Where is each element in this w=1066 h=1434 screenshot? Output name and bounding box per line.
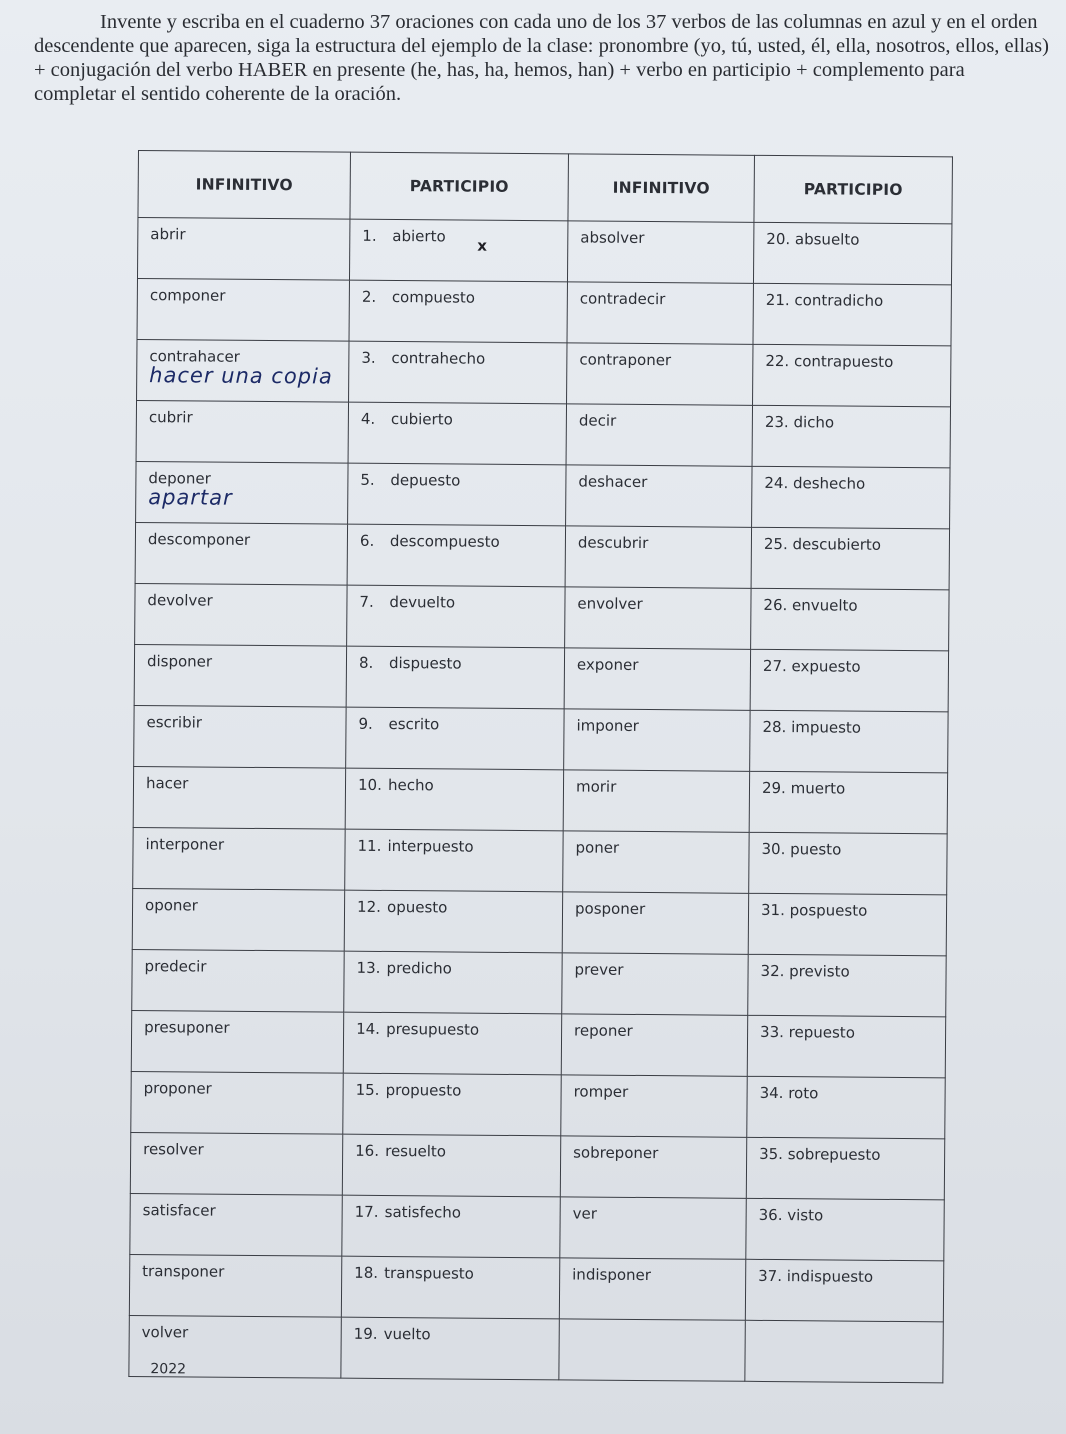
infinitive-cell: [564, 709, 750, 771]
participle-text: predicho: [386, 958, 452, 978]
participle-number: 18.: [354, 1263, 379, 1282]
participle-entry: [357, 830, 550, 857]
infinitive-cell: [567, 343, 753, 405]
participle-text: contrahecho: [391, 348, 486, 368]
infinitive-text: disponer: [146, 652, 213, 671]
infinitive-cell: [562, 953, 748, 1015]
participle-cell: [753, 283, 951, 346]
infinitive-text: escribir: [146, 713, 203, 732]
infinitive-cell: [135, 583, 347, 646]
participle-text: dispuesto: [388, 653, 462, 673]
participle-text: descompuesto: [389, 531, 500, 551]
participle-number: 3.: [361, 348, 376, 367]
participle-entry: [355, 1135, 548, 1162]
participle-entry: [361, 342, 554, 369]
participle-cell: [751, 527, 949, 590]
table-row: [137, 218, 951, 285]
participle-cell: [349, 219, 567, 282]
table-row: [135, 583, 949, 650]
table-row: [131, 1010, 945, 1077]
participle-cell: [748, 893, 946, 956]
infinitive-cell: [567, 221, 753, 283]
infinitive-cell: [563, 831, 749, 893]
infinitive-text: contraponer: [579, 350, 672, 370]
table-header-row: [138, 151, 953, 224]
participle-text: 31. pospuesto: [760, 900, 868, 920]
infinitive-text: abrir: [150, 225, 186, 244]
infinitive-cell: [559, 1258, 745, 1320]
participle-number: 4.: [360, 409, 376, 428]
infinitive-cell: [565, 526, 751, 588]
infinitive-cell: [560, 1197, 746, 1259]
participle-text: 22. contrapuesto: [765, 351, 894, 371]
infinitive-text: oponer: [144, 896, 198, 915]
participle-entry: [354, 1257, 547, 1284]
x-mark-icon: x: [477, 236, 488, 255]
participle-cell: [342, 1134, 560, 1197]
table-row: [132, 949, 946, 1016]
table-row: [129, 1254, 943, 1321]
infinitive-text: volver: [141, 1323, 189, 1342]
participle-text: 29. muerto: [761, 778, 846, 798]
participle-text: 23. dicho: [764, 412, 835, 432]
header-participio-2: PARTICIPIO: [754, 155, 953, 224]
participle-cell: [751, 588, 949, 651]
infinitive-text: contrahacer: [149, 347, 240, 366]
participle-cell: [747, 1015, 945, 1078]
participle-cell: [752, 466, 950, 529]
participle-text: devuelto: [389, 592, 456, 612]
table-row: [136, 400, 950, 467]
infinitive-cell: [130, 1132, 342, 1195]
participle-number: 2.: [361, 287, 377, 306]
participle-text: 21. contradicho: [765, 290, 884, 310]
participle-entry: [359, 647, 552, 674]
participle-number: 15.: [355, 1080, 380, 1099]
handwritten-note: hacer una copia: [149, 363, 333, 389]
infinitive-cell: [561, 1075, 747, 1137]
participle-text: 20. absuelto: [766, 229, 860, 249]
participle-cell: [347, 585, 565, 648]
participle-text: transpuesto: [384, 1263, 474, 1283]
participle-entry: [358, 769, 551, 796]
infinitive-text: exponer: [576, 655, 639, 674]
participle-cell: [348, 463, 566, 526]
participle-text: opuesto: [386, 897, 448, 917]
participle-cell: [346, 707, 564, 770]
participle-text: 34. roto: [759, 1083, 819, 1103]
participle-text: resuelto: [385, 1141, 447, 1161]
participle-cell: [745, 1320, 943, 1383]
infinitive-text: interponer: [145, 835, 225, 854]
participle-text: 33. repuesto: [760, 1022, 855, 1042]
participle-entry: [355, 1196, 548, 1223]
infinitive-text: poner: [575, 838, 620, 857]
infinitive-text: imponer: [576, 716, 639, 735]
infinitive-cell: [137, 339, 349, 402]
participle-entry: [358, 708, 551, 735]
year-note: 2022: [150, 1361, 187, 1378]
infinitive-cell: [566, 465, 752, 527]
participle-number: 13.: [356, 958, 381, 977]
table-row: [130, 1132, 944, 1199]
participle-cell: [343, 1073, 561, 1136]
infinitive-cell: [134, 644, 346, 707]
participle-text: 24. deshecho: [764, 473, 866, 493]
participle-text: cubierto: [390, 409, 453, 429]
participle-text: 35. sobrepuesto: [759, 1144, 881, 1164]
participle-text: interpuesto: [387, 836, 474, 856]
table-row: [137, 278, 951, 345]
header-infinitivo-2: INFINITIVO: [568, 154, 755, 222]
instructions-paragraph: Invente y escriba en el cuaderno 37 oraciones con cada uno de los 37 verbos de las columnas en azul y en el orden descendente que aparecen, siga la estructura del ejemplo de la clase: pronombre (yo, tú, usted, él, ella, nosotros, ellos, ellas) + conjugación del verbo HABER en presente (he, has, ha, hemos, han) + verbo en participio + complemento para completar el sentido coherente de la oración.: [34, 11, 1049, 105]
participle-entry: [360, 525, 553, 552]
infinitive-text: romper: [573, 1082, 629, 1101]
infinitive-cell: [132, 888, 344, 951]
participle-text: 26. envuelto: [763, 595, 858, 615]
infinitive-cell: [129, 1254, 341, 1317]
participle-cell: [348, 402, 566, 465]
participle-number: 1.: [362, 226, 377, 245]
participle-number: 12.: [356, 897, 381, 916]
verb-table-sheet: [128, 150, 952, 1384]
table-row: [133, 827, 947, 894]
participle-cell: [745, 1259, 943, 1322]
participle-cell: [747, 1076, 945, 1139]
infinitive-cell: [137, 218, 349, 281]
infinitive-cell: [559, 1319, 745, 1381]
infinitive-cell: [133, 766, 345, 829]
participle-number: 7.: [359, 592, 374, 611]
participle-text: satisfecho: [384, 1202, 462, 1222]
infinitive-cell: [137, 278, 349, 341]
participle-entry: [361, 403, 554, 430]
participle-cell: [349, 280, 567, 343]
table-row: [135, 522, 949, 589]
participle-cell: [344, 951, 562, 1014]
participle-cell: [750, 649, 948, 712]
participle-cell: [749, 832, 947, 895]
table-row: [136, 461, 950, 528]
infinitive-cell: [131, 1071, 343, 1134]
infinitive-text: resolver: [143, 1140, 204, 1159]
infinitive-cell: [132, 949, 344, 1012]
participle-entry: [356, 1074, 549, 1101]
participle-number: 16.: [355, 1141, 380, 1160]
participle-number: 14.: [356, 1019, 381, 1038]
participle-entry: [360, 464, 553, 491]
participle-cell: [746, 1137, 944, 1200]
participle-text: propuesto: [385, 1080, 462, 1100]
participle-text: escrito: [388, 714, 440, 734]
infinitive-text: deshacer: [578, 472, 648, 492]
participle-number: 9.: [358, 714, 373, 733]
participle-cell: [343, 1012, 561, 1075]
infinitive-cell: [135, 522, 347, 585]
participle-cell: [746, 1198, 944, 1261]
verb-table: [128, 150, 953, 1383]
participle-cell: [342, 1195, 560, 1258]
infinitive-cell: [563, 770, 749, 832]
participle-text: abierto: [392, 227, 446, 246]
participle-number: 6.: [359, 531, 375, 550]
infinitive-cell: [131, 1010, 343, 1073]
participle-entry: [362, 220, 555, 247]
infinitive-cell: [130, 1193, 342, 1256]
participle-number: 5.: [360, 470, 375, 489]
infinitive-text: proponer: [143, 1079, 212, 1098]
infinitive-text: hacer: [145, 774, 189, 793]
participle-cell: [347, 524, 565, 587]
participle-text: vuelto: [383, 1324, 431, 1344]
infinitive-text: predecir: [144, 957, 207, 976]
participle-number: 17.: [354, 1202, 379, 1221]
participle-entry: [357, 952, 550, 979]
table-row: [137, 339, 951, 406]
table-row: [131, 1071, 945, 1138]
infinitive-text: posponer: [574, 899, 646, 919]
participle-cell: [341, 1317, 559, 1380]
participle-cell: [753, 344, 951, 407]
table-row: [132, 888, 946, 955]
participle-number: 10.: [357, 775, 382, 794]
infinitive-text: transponer: [142, 1262, 225, 1281]
participle-cell: [345, 768, 563, 831]
infinitive-cell: [564, 648, 750, 710]
participle-cell: [748, 954, 946, 1017]
infinitive-cell: [134, 705, 346, 768]
infinitive-text: sobreponer: [573, 1143, 659, 1163]
infinitive-cell: [136, 400, 348, 463]
infinitive-text: deponer: [148, 469, 211, 488]
participle-number: 11.: [357, 836, 382, 855]
participle-number: 8.: [358, 653, 374, 672]
participle-text: 36. visto: [758, 1205, 824, 1225]
infinitive-text: cubrir: [148, 408, 193, 427]
infinitive-text: descubrir: [577, 533, 649, 553]
infinitive-cell: [565, 587, 751, 649]
participle-text: hecho: [387, 775, 434, 795]
infinitive-text: decir: [578, 411, 617, 430]
infinitive-text: componer: [149, 286, 226, 305]
handwritten-note: apartar: [148, 485, 233, 510]
participle-cell: [344, 890, 562, 953]
participle-entry: [354, 1318, 547, 1345]
infinitive-cell: [566, 404, 752, 466]
infinitive-cell: [136, 461, 348, 524]
participle-entry: [362, 281, 555, 308]
participle-text: [758, 1321, 931, 1329]
participle-cell: [750, 710, 948, 773]
participle-text: 28. impuesto: [762, 717, 862, 737]
participle-text: depuesto: [390, 470, 461, 490]
participle-entry: [357, 891, 550, 918]
participle-cell: [752, 405, 950, 468]
participle-entry: [359, 586, 552, 613]
participle-text: compuesto: [391, 287, 476, 307]
infinitive-cell: [560, 1136, 746, 1198]
participle-cell: [345, 829, 563, 892]
participle-cell: [349, 341, 567, 404]
infinitive-cell: [133, 827, 345, 890]
infinitive-cell: [567, 282, 753, 344]
participle-text: 25. descubierto: [763, 534, 882, 554]
participle-entry: [356, 1013, 549, 1040]
infinitive-text: envolver: [577, 594, 643, 613]
infinitive-cell: [562, 892, 748, 954]
infinitive-text: ver: [572, 1204, 598, 1223]
table-row: [134, 644, 948, 711]
infinitive-text: descomponer: [147, 530, 251, 549]
participle-text: 30. puesto: [761, 839, 842, 859]
table-row: [133, 766, 947, 833]
table-row: [129, 1315, 943, 1382]
infinitive-text: presuponer: [144, 1018, 230, 1037]
participle-text: 32. previsto: [760, 961, 850, 981]
infinitive-cell: [561, 1014, 747, 1076]
infinitive-text: reponer: [574, 1021, 633, 1040]
infinitive-text: devolver: [147, 591, 213, 610]
infinitive-text: satisfacer: [142, 1201, 216, 1220]
participle-text: 27. expuesto: [762, 656, 861, 676]
participle-text: presupuesto: [386, 1019, 480, 1039]
header-participio-1: PARTICIPIO: [350, 152, 569, 221]
infinitive-text: prever: [574, 960, 624, 979]
infinitive-text: absolver: [580, 228, 645, 247]
participle-text: 37. indispuesto: [758, 1266, 874, 1286]
table-row: [134, 705, 948, 772]
infinitive-text: contradecir: [579, 289, 666, 309]
infinitive-text: morir: [575, 777, 617, 796]
infinitive-text: [572, 1319, 733, 1327]
table-row: [130, 1193, 944, 1260]
participle-number: 19.: [353, 1324, 378, 1343]
participle-cell: [346, 646, 564, 709]
participle-cell: [341, 1256, 559, 1319]
participle-cell: [749, 771, 947, 834]
participle-cell: [753, 222, 951, 285]
header-infinitivo-1: INFINITIVO: [138, 151, 351, 220]
infinitive-text: indisponer: [572, 1265, 652, 1285]
